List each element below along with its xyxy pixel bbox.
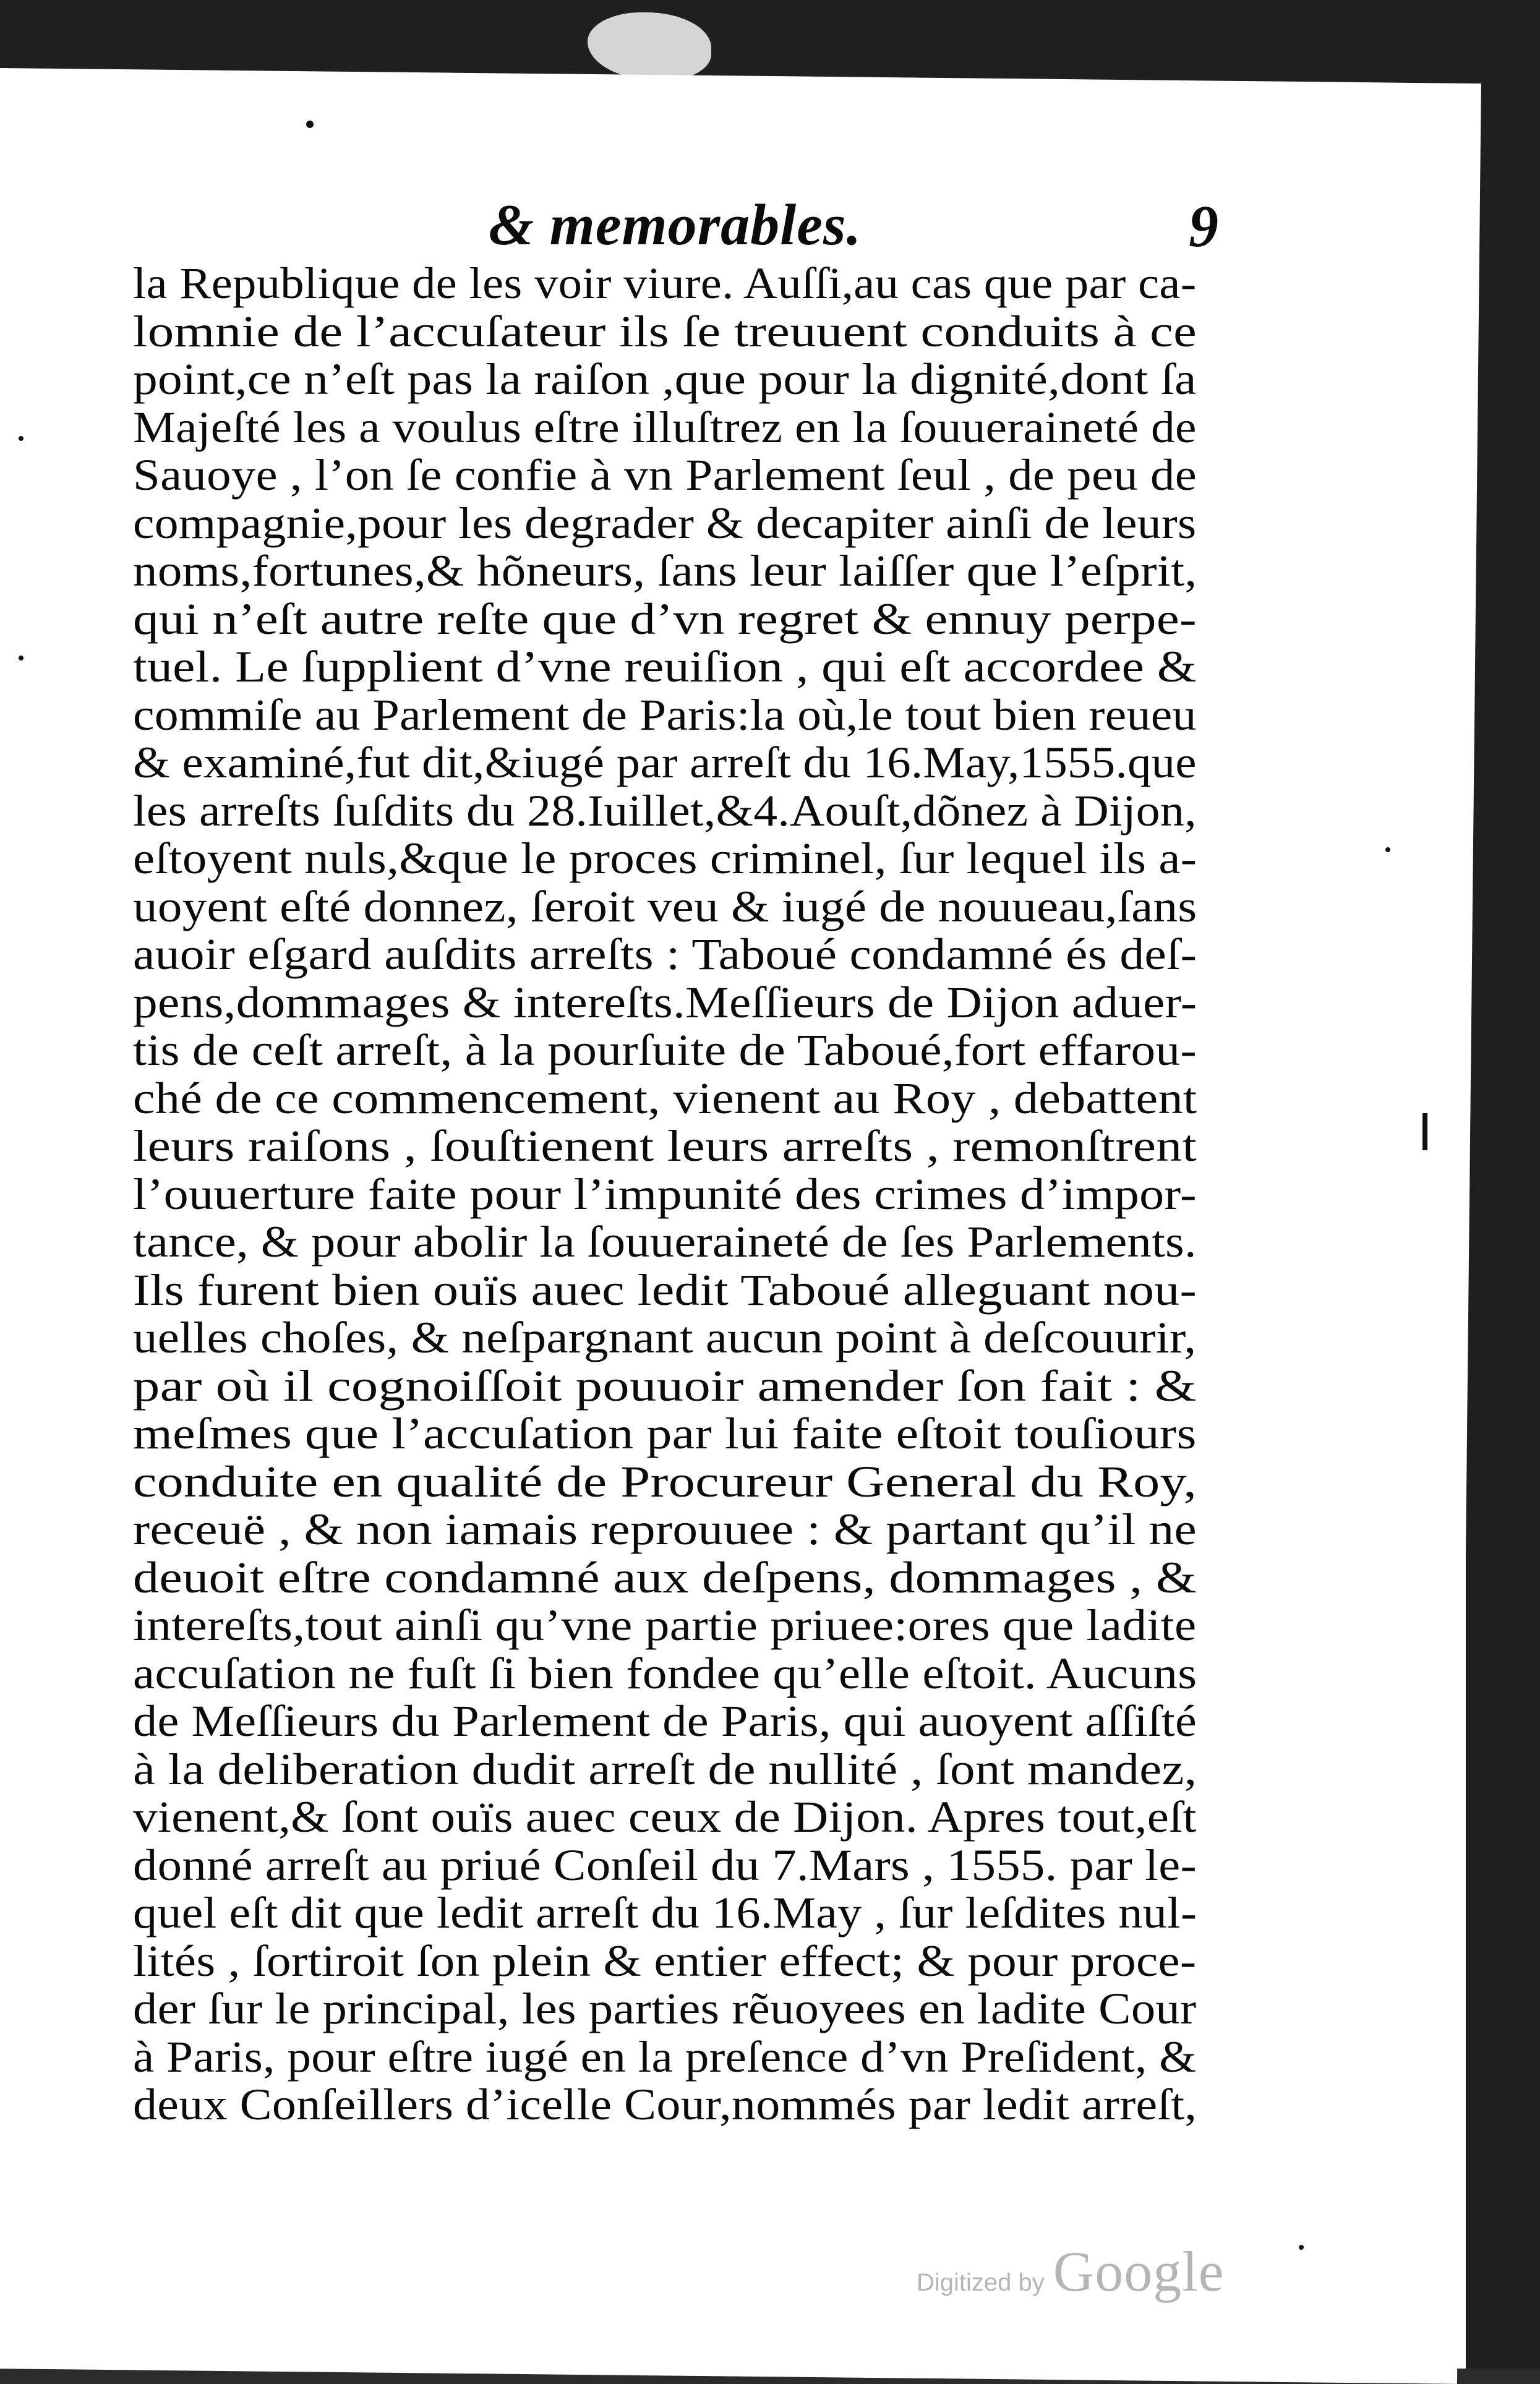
- text-line: ché de ce commencement, vienent au Roy , debattent: [133, 1073, 1197, 1123]
- text-line: uoyent eſté donnez, ſeroit veu & iugé de nouueau,ſans: [133, 881, 1197, 931]
- scan-speck: [1385, 847, 1390, 852]
- text-line: tis de ceſt arreſt, à la pourſuite de Taboué,fort effarou-: [133, 1025, 1197, 1075]
- text-line: de Meſſieurs du Parlement de Paris, qui auoyent aſſiſté: [133, 1696, 1197, 1746]
- text-line: conduite en qualité de Procureur General du Roy,: [133, 1456, 1197, 1506]
- google-logo: Google: [1053, 2240, 1225, 2303]
- text-line: der ſur le principal, les parties rẽuoyees en ladite Cour: [133, 1984, 1197, 2033]
- digitization-watermark: [917, 2239, 1225, 2304]
- text-line: par où il cognoiſſoit pouuoir amender ſon fait : &: [133, 1361, 1197, 1411]
- text-line: à Paris, pour eſtre iugé en la preſence d’vn Preſident, &: [133, 2032, 1197, 2082]
- text-line: lomnie de l’accuſateur ils ſe treuuent conduits à ce: [133, 306, 1197, 356]
- text-line: accuſation ne fuſt ſi bien fondee qu’elle eſtoit. Aucuns: [133, 1648, 1197, 1698]
- text-line: Majeſté les a voulus eſtre illuſtrez en la ſouueraineté de: [133, 402, 1197, 452]
- text-line: qui n’eſt autre reſte que d’vn regret & ennuy perpe-: [133, 594, 1197, 644]
- text-line: receuë , & non iamais reprouuee : & partant qu’il ne: [133, 1505, 1197, 1554]
- text-line: Sauoye , l’on ſe confie à vn Parlement ſeul , de peu de: [133, 450, 1197, 500]
- text-line: tance, & pour abolir la ſouueraineté de ſes Parlements.: [133, 1217, 1197, 1267]
- running-title: & memorables.: [489, 193, 862, 257]
- text-line: deux Conſeillers d’icelle Cour,nommés par ledit arreſt,: [133, 2080, 1197, 2129]
- scan-speck: [306, 121, 314, 128]
- scan-speck: [1299, 2245, 1304, 2250]
- text-line: & examiné,fut dit,&iugé par arreſt du 16.May,1555.que: [133, 738, 1197, 787]
- text-line: quel eſt dit que ledit arreſt du 16.May , ſur leſdites nul-: [133, 1888, 1197, 1938]
- scan-speck: [19, 436, 24, 441]
- text-line: tuel. Le ſupplient d’vne reuiſion , qui eſt accordee &: [133, 642, 1197, 691]
- body-text: [133, 260, 1197, 2129]
- text-line: Ils furent bien ouïs auec ledit Taboué alleguant nou-: [133, 1265, 1197, 1315]
- text-line: donné arreſt au priué Conſeil du 7.Mars , 1555. par le-: [133, 1840, 1197, 1890]
- text-line: pens,dommages & intereſts.Meſſieurs de Dijon aduer-: [133, 977, 1197, 1027]
- text-line: la Republique de les voir viure. Auſſi,au cas que par ca-: [133, 258, 1197, 308]
- scan-speck: [19, 656, 24, 660]
- text-line: meſmes que l’accuſation par lui faite eſtoit touſiours: [133, 1409, 1197, 1458]
- text-line: à la deliberation dudit arreſt de nullité , ſont mandez,: [133, 1744, 1197, 1794]
- page-header: [489, 192, 1218, 266]
- text-line: compagnie,pour les degrader & decapiter ainſi de leurs: [133, 498, 1197, 548]
- watermark-prefix: Digitized by: [917, 2269, 1045, 2296]
- text-line: auoir eſgard auſdits arreſts : Taboué condamné és deſ-: [133, 929, 1197, 979]
- text-line: deuoit eſtre condamné aux deſpens, dommages , &: [133, 1552, 1197, 1602]
- text-line: leurs raiſons , ſouſtienent leurs arreſts , remonſtrent: [133, 1121, 1197, 1171]
- text-line: vienent,& ſont ouïs auec ceux de Dijon. Apres tout,eſt: [133, 1792, 1197, 1842]
- text-line: commiſe au Parlement de Paris:la où,le tout bien reueu: [133, 690, 1197, 740]
- text-line: point,ce n’eſt pas la raiſon ,que pour la dignité,dont ſa: [133, 354, 1197, 404]
- page-number: 9: [1189, 193, 1218, 259]
- text-line: intereſts,tout ainſi qu’vne partie priuee:ores que ladite: [133, 1600, 1197, 1650]
- scan-mark: [1422, 1113, 1427, 1150]
- text-line: les arreſts ſuſdits du 28.Iuillet,&4.Aouſt,dõnez à Dijon,: [133, 785, 1197, 835]
- text-line: lités , ſortiroit ſon plein & entier effect; & pour proce-: [133, 1936, 1197, 1986]
- text-line: uelles choſes, & neſpargnant aucun point à deſcouurir,: [133, 1313, 1197, 1362]
- text-line: l’ouuerture faite pour l’impunité des crimes d’impor-: [133, 1169, 1197, 1219]
- text-line: noms,fortunes,& hõneurs, ſans leur laiſſer que l’eſprit,: [133, 546, 1197, 596]
- text-line: eſtoyent nuls,&que le proces criminel, ſur lequel ils a-: [133, 834, 1197, 883]
